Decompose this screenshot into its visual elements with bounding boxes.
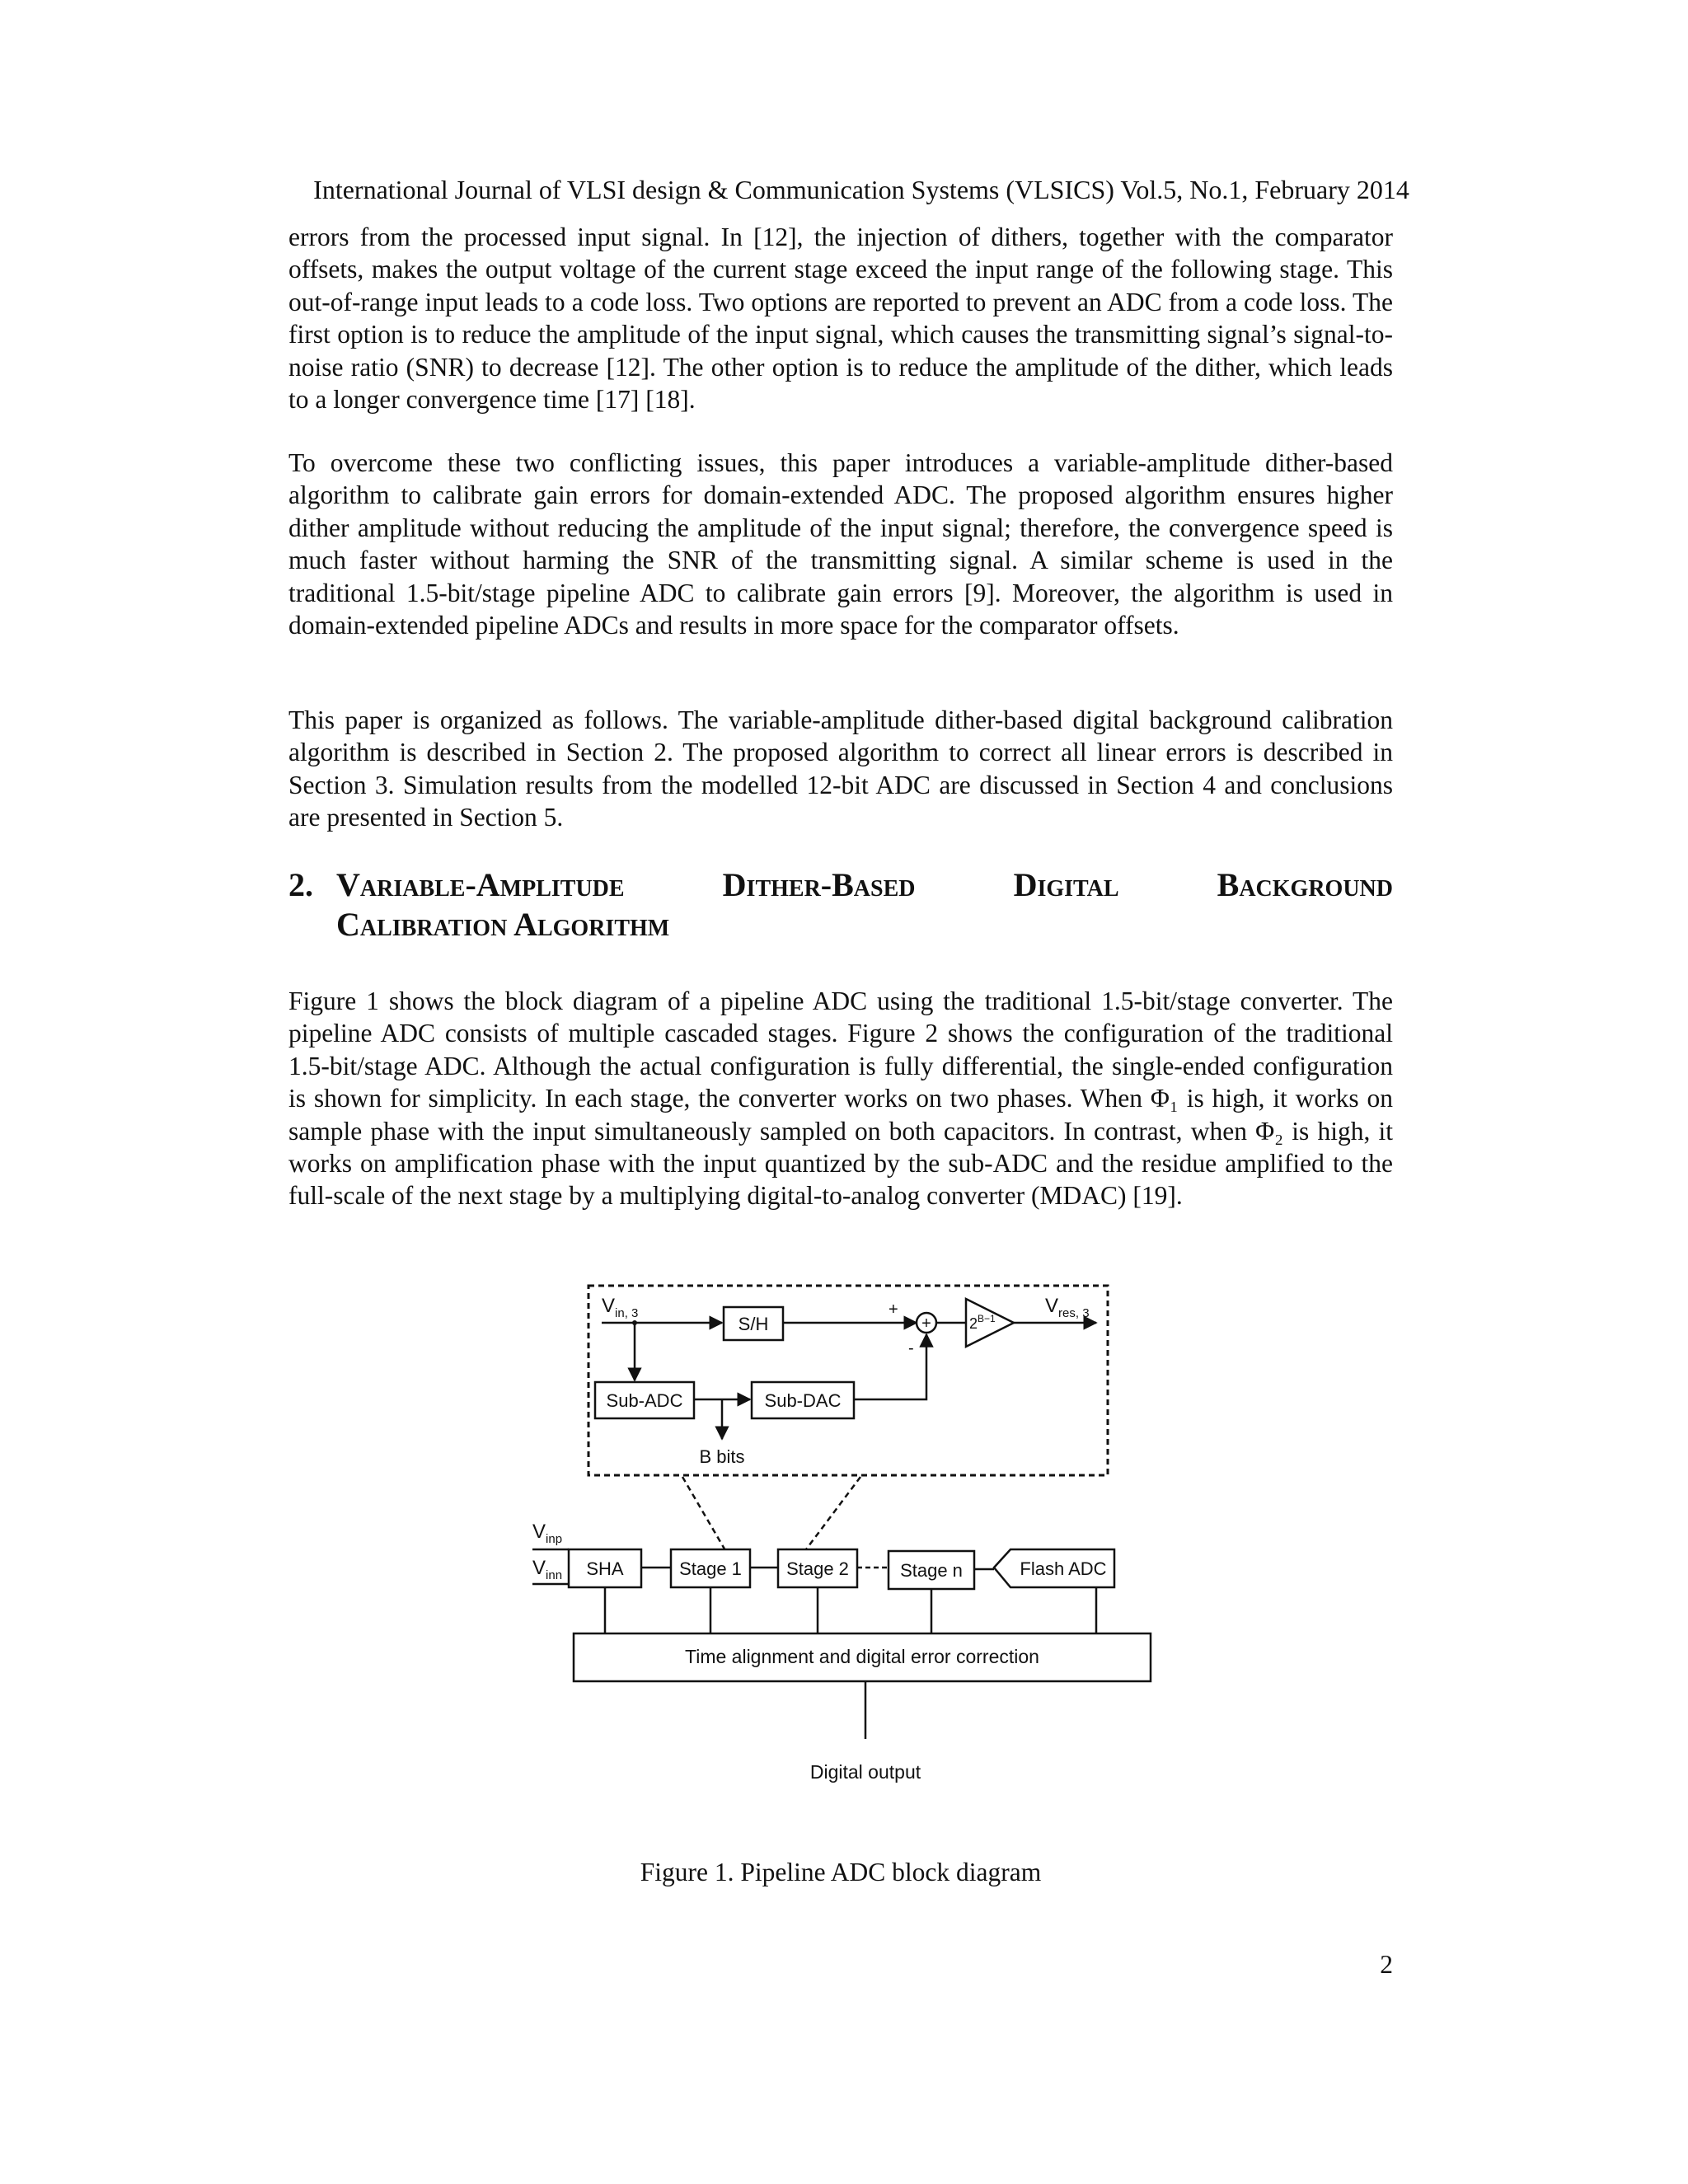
p4-text-2: is high, it works on sample phase with the input simultaneously sampled on both capacitors. In contrast, when [288,1084,1393,1146]
pipeline-adc-block-diagram [528,1277,1170,1813]
figure-caption: Figure 1. Pipeline ADC block diagram [640,1858,1042,1886]
minus-label: - [908,1339,914,1357]
heading-word-1: Variable-Amplitude [336,866,625,903]
digital-output-label: Digital output [809,1761,921,1783]
sha-label: SHA [586,1558,624,1579]
stage-2-label: Stage 2 [786,1558,849,1579]
vinn-label: $V_{inn}$ [532,1557,563,1582]
phi-1-symbol: Φ₁ [1150,1084,1179,1113]
tap-node [632,1320,637,1325]
sub-adc-label: Sub-ADC [606,1390,683,1411]
b-bits-label: B bits [699,1446,745,1467]
zoom-line-right [801,1477,860,1556]
zoom-line-left [682,1477,729,1556]
sh-label: S/H [738,1314,769,1334]
heading-word-3: Digital [1013,866,1119,903]
stage-1-label: Stage 1 [679,1558,742,1579]
heading-word-2: Dither-Based [722,866,916,903]
subdac-to-sum-line [854,1334,926,1399]
plus-label: + [889,1301,898,1319]
p4-text-3: is high, it works on amplification phase with the input quantized by the sub-ADC and the residue amplified to the full-scale of the next stage by a multiplying digital-to-analog converter (MDAC) [19]. [288,1116,1393,1211]
vres3-label: $V_{res, 3}$ [1045,1295,1090,1320]
stage-detail-enclosure [588,1286,1108,1475]
journal-header: International Journal of VLSI design & Communication Systems (VLSICS) Vol.5, No.1, February 2014 [313,175,1409,204]
heading-word-4: Background [1217,866,1393,903]
page-number: 2 [1380,1950,1393,1979]
stage-n-label: Stage n [900,1560,963,1581]
vinp-label: $V_{inp}$ [532,1521,563,1546]
phi-2-symbol: Φ₂ [1255,1116,1284,1146]
flash-adc-label: Flash ADC [1020,1558,1107,1579]
section-number: 2. [288,866,313,903]
heading-line-2: Calibration Algorithm [336,906,670,943]
paragraph-4 [288,985,1393,1212]
gain-label: $2^{B-1}$ [969,1313,996,1332]
paragraph-2: To overcome these two conflicting issues, this paper introduces a variable-amplitude dither-based algorithm to calibrate gain errors for domain-extended ADC. The proposed algorithm ensures higher dither amplitude without reducing the amplitude of the input signal; therefore, the convergence speed is much faster without harming the SNR of the transmitting signal. A similar scheme is used in the traditional 1.5-bit/stage pipeline ADC to calibrate gain errors [9]. Moreover, the algorithm is used in domain-extended pipeline ADCs and results in more space for the comparator offsets. [288,448,1393,640]
sub-dac-label: Sub-DAC [764,1390,842,1411]
p4-text-1: Figure 1 shows the block diagram of a pipeline ADC using the traditional 1.5-bit/stage converter. The pipeline ADC consists of multiple cascaded stages. Figure 2 shows the configuration of the traditional 1.5-bit/stage ADC. Although the actual configuration is fully differential, the single-ended configuration is shown for simplicity. In each stage, the converter works on two phases. When [288,987,1393,1113]
summer-symbol: + [921,1315,931,1333]
vin3-label: $V_{in, 3}$ [602,1295,639,1320]
paragraph-1: errors from the processed input signal. In [12], the injection of dithers, together with the comparator offsets, makes the output voltage of the current stage exceed the input range of the following stage. This out-of-range input leads to a code loss. Two options are reported to prevent an ADC from a code loss. The first option is to reduce the amplitude of the input signal, which causes the transmitting signal’s signal-to-noise ratio (SNR) to decrease [12]. The other option is to reduce the amplitude of the dither, which leads to a longer convergence time [17] [18]. [288,223,1393,415]
paragraph-3: This paper is organized as follows. The variable-amplitude dither-based digital background calibration algorithm is described in Section 2. The proposed algorithm to correct all linear errors is described in Section 3. Simulation results from the modelled 12-bit ADC are discussed in Section 4 and conclusions are presented in Section 5. [288,705,1393,832]
section-heading [288,865,1393,944]
time-alignment-label: Time alignment and digital error correction [685,1646,1039,1667]
